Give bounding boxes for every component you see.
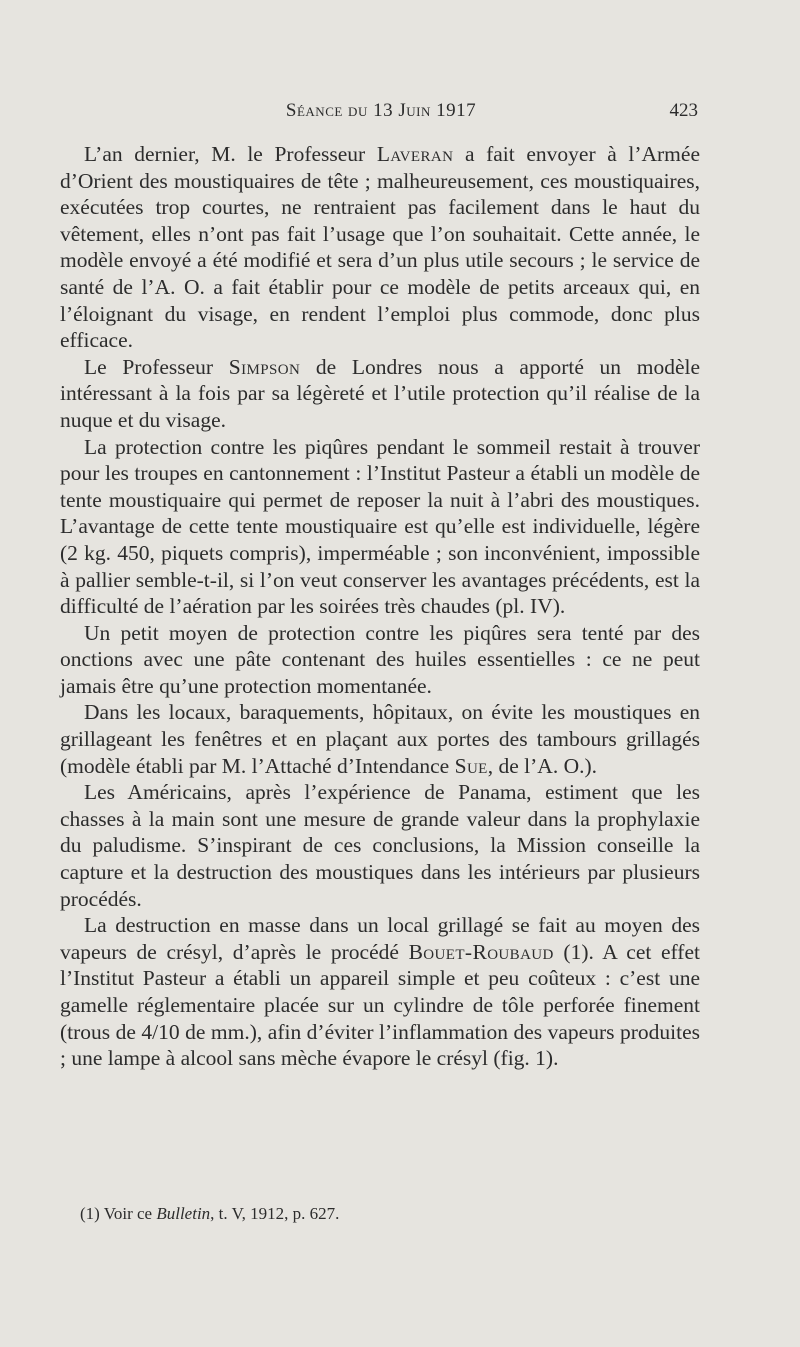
running-head: Séance du 13 Juin 1917 [285,100,477,121]
author-name: Laveran [376,142,454,166]
text-run: Le Professeur [84,354,229,379]
text-run: , de l’A. O.). [487,753,598,778]
footnote-reference: , t. V, 1912, p. 627. [210,1204,340,1223]
paragraph [60,141,700,354]
body-text [60,141,700,1072]
text-run: Les Américains, après l’expérience de Panama, estiment que les chasses à la main sont une mesure de grande valeur dans la prophylaxie du paludisme. S’inspirant de ces conclusions, la Mission conseille la capture et la destruction des moustiques dans les intérieurs par plusieurs procédés. [60,780,700,911]
text-run: de Londres nous a apporté un modèle intéressant à la fois par sa légèreté et l’utile protection qu’il réalise de la nuque et du visage. [60,354,701,432]
footnote-lead: Voir ce [103,1204,153,1223]
page-number: 423 [669,100,698,121]
text-run: Un petit moyen de protection contre les piqûres sera tenté par des onctions avec une pâte contenant des huiles essentielles : ce ne peut jamais être qu’une protection momentanée. [60,620,700,698]
paragraph [60,699,700,779]
footnote-marker: (1) [80,1204,100,1223]
text-run: L’an dernier, M. le Professeur [84,142,377,166]
paragraph [60,620,700,700]
text-run: a fait envoyer à l’Armée d’Orient des moustiquaires de tête ; malheureusement, ces moustiquaires, exécutées trop courtes, ne rentraient pas facilement dans le haut du vêtement, elles n’ont pas fait l’usage que l’on souhaitait. Cette année, le modèle envoyé a été modifié et sera d’un plus utile secours ; le service de santé de l’A. O. a fait établir pour ce modèle de petits arceaux qui, en l’éloignant du visage, en rendent l’emploi plus commode, donc plus efficace. [60,142,700,353]
author-name: Simpson [228,354,301,379]
author-name: Bouet-Roubaud [408,939,554,964]
paragraph [60,434,700,620]
page-header [64,100,698,130]
footnote [80,1204,339,1224]
author-name: Sue [454,753,488,778]
text-run: Dans les locaux, baraquements, hôpitaux, on évite les moustiques en grillageant les fenêtres et en plaçant aux portes des tambours grillagés (modèle établi par M. l’Attaché d’Intendance [60,700,700,778]
paragraph [60,912,700,1072]
paragraph [60,779,700,912]
text-run: La destruction en masse dans un local grillagé se fait au moyen des vapeurs de crésyl, d’après le procédé [60,913,700,964]
text-run: La protection contre les piqûres pendant le sommeil restait à trouver pour les troupes en cantonnement : l’Institut Pasteur a établi un modèle de tente moustiquaire qui permet de reposer la nuit à l’abri des moustiques. L’avantage de cette tente moustiquaire est qu’elle est individuelle, légère (2 kg. 450, piquets compris), imperméable ; son inconvénient, impossible à pallier semble-t-il, si l’on veut conserver les avantages précédents, est la difficulté de l’aération par les soirées très chaudes (pl. IV). [60,434,700,619]
text-run: (1). A cet effet l’Institut Pasteur a établi un appareil simple et peu coûteux : c’est une gamelle réglementaire placée sur un cylindre de tôle perforée finement (trous de 4/10 de mm.), afin d’éviter l’inflammation des vapeurs produites ; une lampe à alcool sans mèche évapore le crésyl (fig. 1). [60,939,700,1071]
footnote-journal: Bulletin [156,1204,211,1223]
paragraph [60,354,700,434]
